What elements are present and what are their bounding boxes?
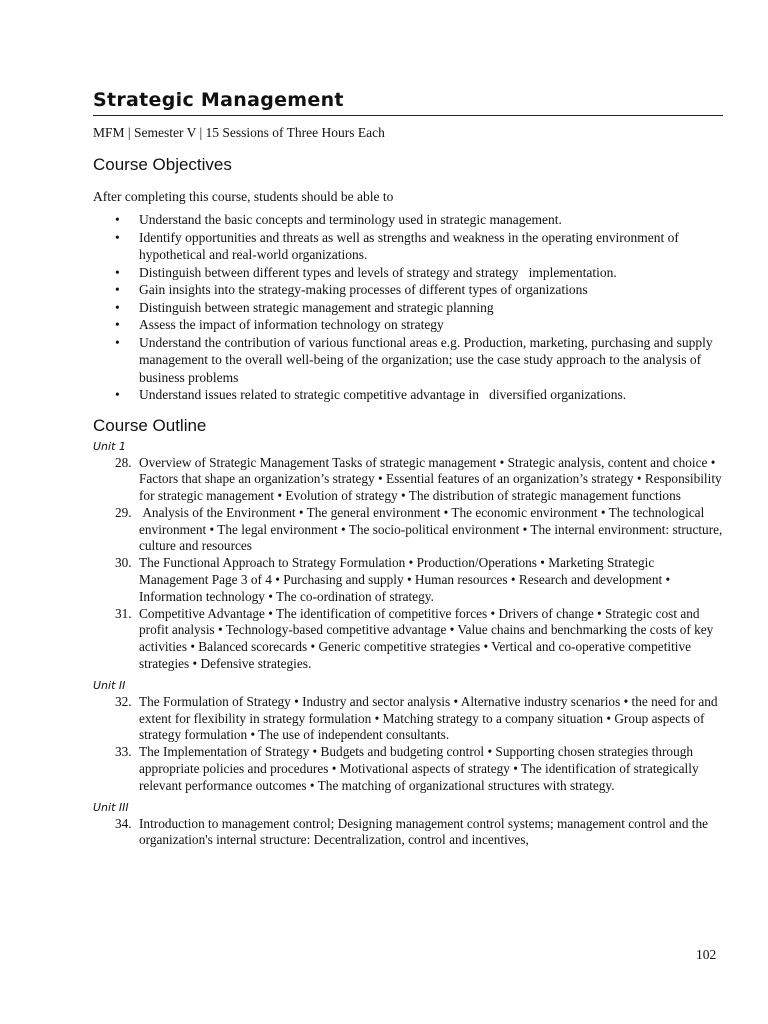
topic-text: The Formulation of Strategy • Industry and sector analysis • Alternative industry scenarios • the need for and extent for flexibility in strategy formulation • Matching strategy to a company situation • Group aspects of strategy formulation • The use of independent consultants.	[139, 693, 718, 743]
bullet-icon: •	[115, 317, 120, 332]
unit-label: Unit III	[93, 800, 129, 814]
objective-text: Distinguish between strategic management and strategic planning	[139, 299, 494, 315]
objective-text: Gain insights into the strategy-making processes of different types of organizations	[139, 282, 588, 297]
topic-item	[93, 744, 723, 794]
unit-topic-list	[93, 694, 723, 795]
topic-number: 29.	[115, 504, 132, 520]
objectives-heading: Course Objectives	[93, 155, 232, 174]
outline-heading: Course Outline	[93, 415, 207, 435]
course-subtitle: MFM | Semester V | 15 Sessions of Three Hours Each	[93, 125, 385, 140]
page-number: 102	[696, 947, 717, 962]
bullet-icon: •	[115, 387, 120, 402]
objective-text: Understand issues related to strategic competitive advantage in diversified organizations.	[139, 387, 627, 402]
topic-text: Analysis of the Environment • The general environment • The economic environment • The technological environment • The legal environment • The socio-political environment • The internal environment: structure, culture and resources	[139, 504, 726, 554]
objective-item	[93, 334, 723, 387]
objective-item	[93, 211, 723, 229]
objective-item	[93, 264, 723, 282]
topic-text: Introduction to management control; Designing management control systems; management control and the organization's internal structure: Decentralization, control and incentives,	[139, 815, 709, 848]
topic-number: 30.	[115, 555, 132, 571]
topic-text: The Functional Approach to Strategy Formulation • Production/Operations • Marketing Strategic Management Page 3 of 4 • Purchasing and supply • Human resources • Research and development • Information technology • The co-ordination of strategy.	[139, 555, 671, 604]
topic-number: 28.	[115, 454, 132, 470]
bullet-icon: •	[115, 299, 120, 315]
topic-item	[93, 816, 723, 850]
topic-item	[93, 504, 726, 555]
objective-item	[93, 229, 723, 264]
objective-text: Distinguish between different types and levels of strategy and strategy implementation.	[139, 264, 617, 280]
bullet-icon: •	[115, 334, 120, 350]
unit-label: Unit 1	[93, 439, 126, 453]
objectives-list	[93, 211, 723, 404]
document-page	[93, 88, 726, 849]
topic-number: 34.	[115, 815, 132, 831]
objectives-intro: After completing this course, students should be able to	[93, 189, 394, 204]
topic-item	[93, 606, 723, 673]
unit-topic-list	[93, 816, 723, 850]
bullet-icon: •	[115, 264, 120, 280]
document-title: Strategic Management	[93, 88, 723, 116]
unit-topic-list	[93, 454, 726, 673]
objective-text: Understand the contribution of various functional areas e.g. Production, marketing, purchasing and supply management to the overall well-being of the organization; use the case study approach to the analysis of business problems	[139, 334, 713, 385]
topic-text: Overview of Strategic Management Tasks of strategic management • Strategic analysis, content and choice • Factors that shape an organization’s strategy • Essential features of an organization’s strategy • Responsibility for strategic management • Evolution of strategy • The distribution of strategic management functions	[139, 454, 722, 504]
topic-number: 31.	[115, 605, 132, 621]
topic-text: Competitive Advantage • The identification of competitive forces • Drivers of change • Strategic cost and profit analysis • Technology-based competitive advantage • Value chains and benchmarking the costs of key activities • Balanced scorecards • Generic competitive strategies • Vertical and co-operative competitive strategies • Defensive strategies.	[139, 605, 714, 672]
topic-item	[93, 694, 723, 744]
bullet-icon: •	[115, 212, 120, 227]
objective-item	[93, 281, 723, 299]
objective-item	[93, 386, 723, 404]
objective-item	[93, 299, 723, 317]
objective-text: Understand the basic concepts and terminology used in strategic management.	[139, 212, 562, 227]
topic-item	[93, 455, 723, 505]
objective-text: Assess the impact of information technology on strategy	[139, 317, 444, 332]
topic-text: The Implementation of Strategy • Budgets and budgeting control • Supporting chosen strategies through appropriate policies and procedures • Motivational aspects of strategy • The identification of strategically relevant performance outcomes • The matching of organizational structures with strategy.	[139, 744, 699, 793]
bullet-icon: •	[115, 282, 120, 297]
unit-label: Unit II	[93, 678, 126, 692]
topic-item	[93, 555, 723, 605]
topic-number: 32.	[115, 693, 132, 709]
objective-text: Identify opportunities and threats as well as strengths and weakness in the operating environment of hypothetical and real-world organizations.	[139, 229, 679, 262]
objective-item	[93, 316, 723, 334]
topic-number: 33.	[115, 744, 132, 760]
bullet-icon: •	[115, 229, 120, 245]
